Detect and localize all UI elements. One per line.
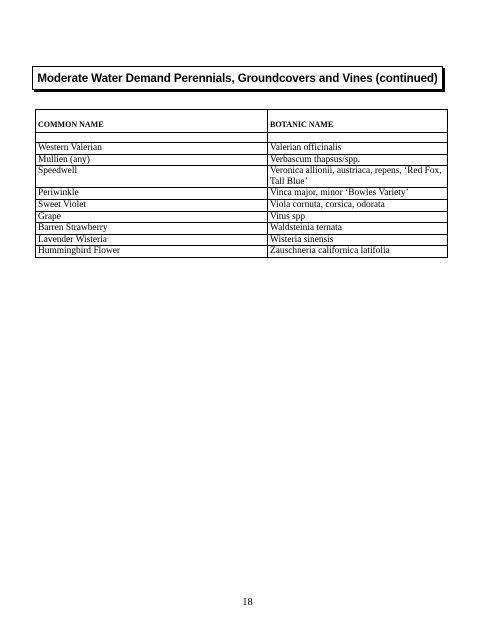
table-row bbox=[36, 166, 448, 188]
table-row bbox=[36, 188, 448, 200]
page-number: 18 bbox=[242, 597, 253, 608]
botanic-name-cell: Viola cornuta, corsica, odorata bbox=[268, 199, 448, 211]
spacer-cell bbox=[36, 133, 268, 143]
common-name-cell: Speedwell bbox=[36, 166, 268, 188]
plant-table bbox=[35, 109, 448, 258]
column-header-common-name: COMMON NAME bbox=[36, 110, 268, 133]
common-name-cell: Barren Strawberry bbox=[36, 223, 268, 235]
table-row bbox=[36, 199, 448, 211]
table-spacer-row bbox=[36, 133, 448, 143]
common-name-cell: Hummingbird Flower bbox=[36, 246, 268, 258]
common-name-cell: Mullien (any) bbox=[36, 154, 268, 166]
common-name-cell: Lavender Wisteria bbox=[36, 234, 268, 246]
common-name-cell: Western Valerian bbox=[36, 143, 268, 155]
table-row bbox=[36, 143, 448, 155]
common-name-cell: Sweet Violet bbox=[36, 199, 268, 211]
botanic-name-cell: Waldsteinia ternata bbox=[268, 223, 448, 235]
common-name-cell: Periwinkle bbox=[36, 188, 268, 200]
botanic-name-cell: Zauschneria californica latifolia bbox=[268, 246, 448, 258]
column-header-botanic-name: BOTANIC NAME bbox=[268, 110, 448, 133]
section-title-box bbox=[32, 66, 443, 90]
table-row bbox=[36, 223, 448, 235]
table-row bbox=[36, 154, 448, 166]
table-header-row bbox=[36, 110, 448, 133]
botanic-name-cell: Vitus spp bbox=[268, 211, 448, 223]
botanic-name-cell: Verbascum thapsus/spp. bbox=[268, 154, 448, 166]
section-title: Moderate Water Demand Perennials, Groundcovers and Vines (continued) bbox=[37, 71, 438, 85]
table-row bbox=[36, 234, 448, 246]
botanic-name-cell: Vinca major, minor ‘Bowles Variety’ bbox=[268, 188, 448, 200]
botanic-name-cell: Wisteria sinensis bbox=[268, 234, 448, 246]
table-row bbox=[36, 211, 448, 223]
botanic-name-cell: Valerian officinalis bbox=[268, 143, 448, 155]
spacer-cell bbox=[268, 133, 448, 143]
botanic-name-cell: Veronica allionii, austriaca, repens, ‘Red Fox, Tall Blue’ bbox=[268, 166, 448, 188]
table-row bbox=[36, 246, 448, 258]
common-name-cell: Grape bbox=[36, 211, 268, 223]
